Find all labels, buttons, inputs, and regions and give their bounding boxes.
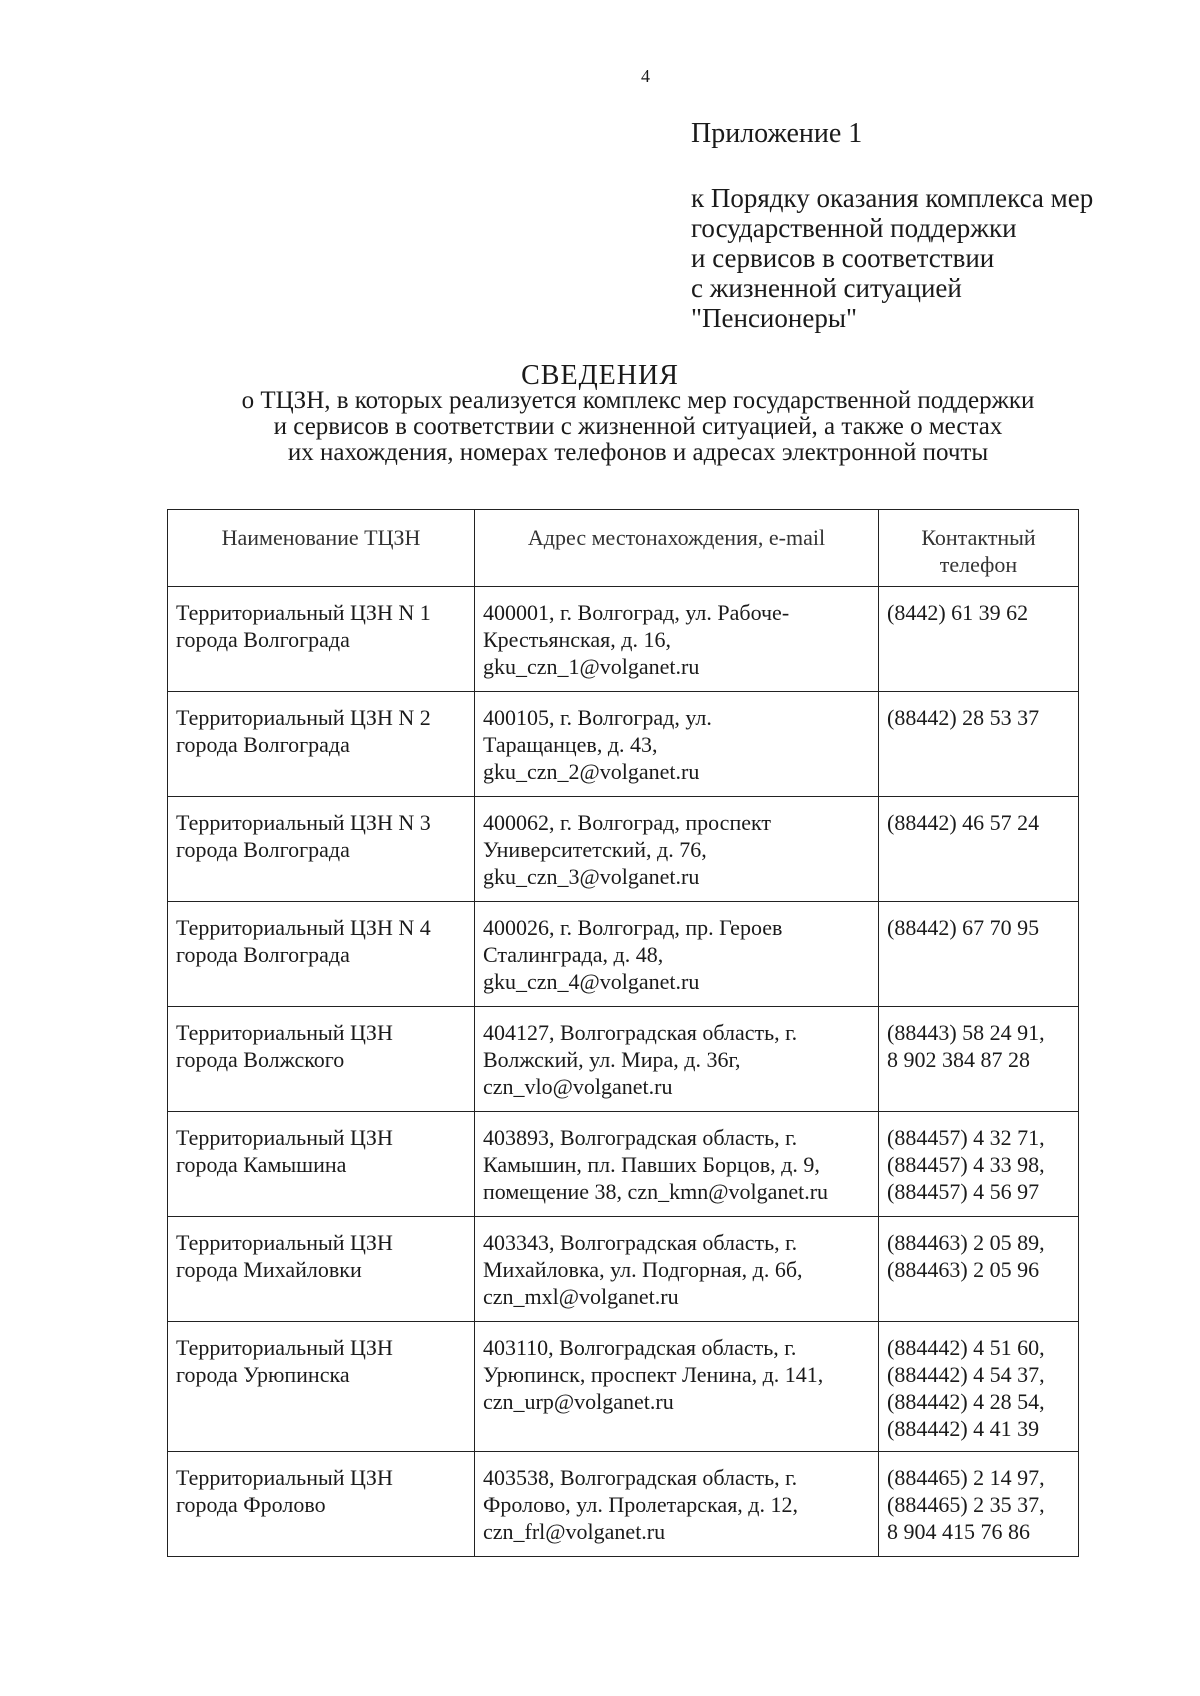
offices-table bbox=[167, 509, 1079, 1557]
office-address: 400105, г. Волгоград, ул. Таращанцев, д. 43, gku_czn_2@volganet.ru bbox=[475, 692, 879, 797]
header-phone: Контактный телефон bbox=[879, 510, 1079, 587]
office-name: Территориальный ЦЗН города Урюпинска bbox=[168, 1322, 475, 1452]
office-address: 403893, Волгоградская область, г. Камышин, пл. Павших Борцов, д. 9, помещение 38, czn_kmn@volganet.ru bbox=[475, 1112, 879, 1217]
office-address: 400026, г. Волгоград, пр. Героев Сталинграда, д. 48, gku_czn_4@volganet.ru bbox=[475, 902, 879, 1007]
document-subtitle: о ТЦЗН, в которых реализуется комплекс мер государственной поддержки и сервисов в соответствии с жизненной ситуацией, а также о местах их нахождения, номерах телефонов и адресах электронной почты bbox=[241, 387, 1035, 466]
office-phone: (88443) 58 24 91, 8 902 384 87 28 bbox=[879, 1007, 1079, 1112]
header-address: Адрес местонахождения, e-mail bbox=[475, 510, 879, 587]
office-phone: (88442) 28 53 37 bbox=[879, 692, 1079, 797]
table-row bbox=[168, 902, 1079, 1007]
office-address: 404127, Волгоградская область, г. Волжский, ул. Мира, д. 36г, czn_vlo@volganet.ru bbox=[475, 1007, 879, 1112]
office-phone: (884463) 2 05 89, (884463) 2 05 96 bbox=[879, 1217, 1079, 1322]
office-phone: (884465) 2 14 97, (884465) 2 35 37, 8 904 415 76 86 bbox=[879, 1452, 1079, 1557]
appendix-title: Приложение 1 bbox=[691, 118, 863, 149]
office-name: Территориальный ЦЗН N 1 города Волгограда bbox=[168, 587, 475, 692]
office-name: Территориальный ЦЗН N 2 города Волгограда bbox=[168, 692, 475, 797]
table-row bbox=[168, 692, 1079, 797]
appendix-reference: к Порядку оказания комплекса мер государственной поддержки и сервисов в соответствии с жизненной ситуацией "Пенсионеры" bbox=[691, 183, 1094, 333]
office-address: 403538, Волгоградская область, г. Фролово, ул. Пролетарская, д. 12, czn_frl@volganet.ru bbox=[475, 1452, 879, 1557]
table-row bbox=[168, 1322, 1079, 1452]
office-phone: (884442) 4 51 60, (884442) 4 54 37, (884442) 4 28 54, (884442) 4 41 39 bbox=[879, 1322, 1079, 1452]
office-name: Территориальный ЦЗН N 4 города Волгограда bbox=[168, 902, 475, 1007]
table-row bbox=[168, 1452, 1079, 1557]
office-name: Территориальный ЦЗН города Фролово bbox=[168, 1452, 475, 1557]
office-phone: (884457) 4 32 71, (884457) 4 33 98, (884457) 4 56 97 bbox=[879, 1112, 1079, 1217]
office-phone: (8442) 61 39 62 bbox=[879, 587, 1079, 692]
office-address: 400001, г. Волгоград, ул. Рабоче- Крестьянская, д. 16, gku_czn_1@volganet.ru bbox=[475, 587, 879, 692]
office-name: Территориальный ЦЗН города Камышина bbox=[168, 1112, 475, 1217]
office-address: 403343, Волгоградская область, г. Михайловка, ул. Подгорная, д. 6б, czn_mxl@volganet.ru bbox=[475, 1217, 879, 1322]
header-name: Наименование ТЦЗН bbox=[168, 510, 475, 587]
document-title: СВЕДЕНИЯ bbox=[521, 360, 679, 391]
table-row bbox=[168, 1007, 1079, 1112]
table-header-row bbox=[168, 510, 1079, 587]
office-name: Территориальный ЦЗН города Михайловки bbox=[168, 1217, 475, 1322]
table-row bbox=[168, 797, 1079, 902]
table-row bbox=[168, 587, 1079, 692]
page-number: 4 bbox=[641, 66, 650, 86]
office-phone: (88442) 67 70 95 bbox=[879, 902, 1079, 1007]
office-name: Территориальный ЦЗН города Волжского bbox=[168, 1007, 475, 1112]
office-name: Территориальный ЦЗН N 3 города Волгограда bbox=[168, 797, 475, 902]
table-row bbox=[168, 1217, 1079, 1322]
office-address: 403110, Волгоградская область, г. Урюпинск, проспект Ленина, д. 141, czn_urp@volganet.ru bbox=[475, 1322, 879, 1452]
table-row bbox=[168, 1112, 1079, 1217]
office-phone: (88442) 46 57 24 bbox=[879, 797, 1079, 902]
office-address: 400062, г. Волгоград, проспект Университетский, д. 76, gku_czn_3@volganet.ru bbox=[475, 797, 879, 902]
